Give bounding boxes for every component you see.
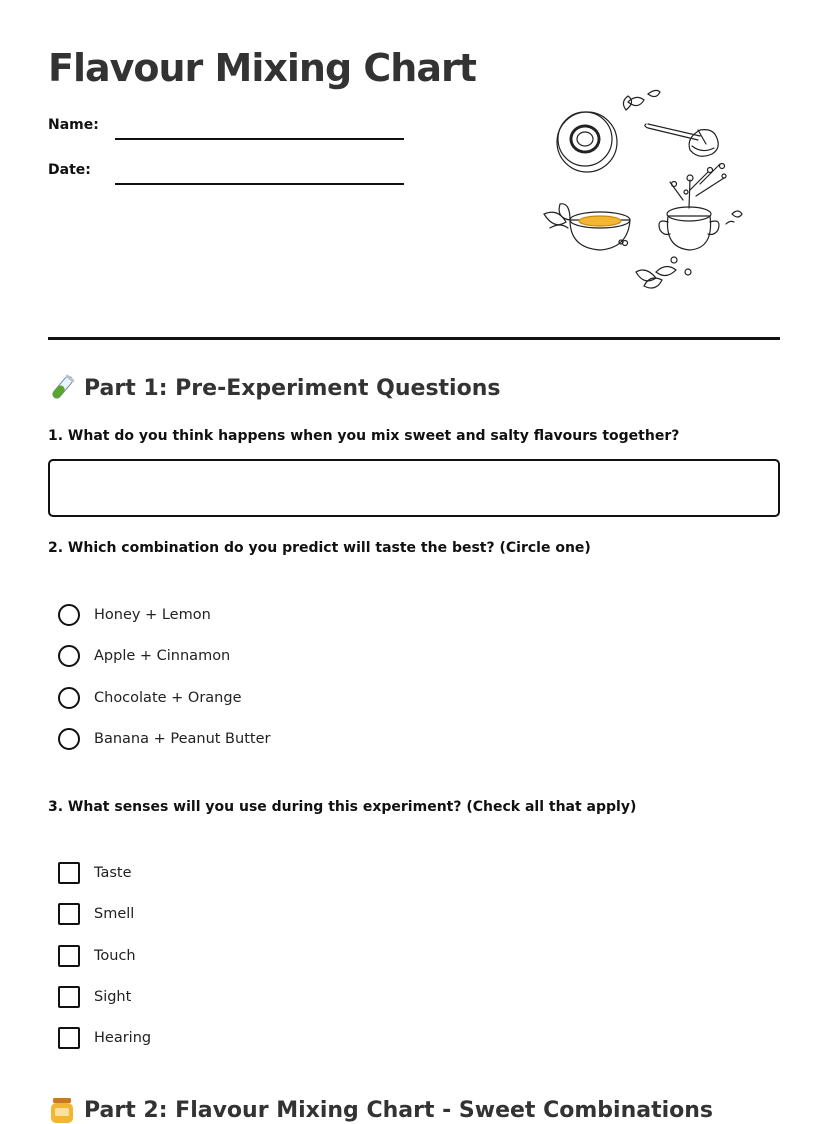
herb-pot-icon <box>659 164 742 251</box>
name-field[interactable] <box>115 138 404 140</box>
section-divider <box>48 337 780 340</box>
bowl-of-honey-icon <box>544 204 630 250</box>
question-3: 3. What senses will you use during this experiment? (Check all that apply) <box>48 799 637 815</box>
q2-option[interactable] <box>58 644 230 668</box>
q2-option[interactable] <box>58 686 242 710</box>
checkbox[interactable] <box>58 1027 80 1049</box>
checkbox[interactable] <box>58 986 80 1008</box>
q3-option-label: Taste <box>94 865 132 881</box>
q3-option-label: Smell <box>94 906 135 922</box>
honey-jar-icon <box>48 1096 76 1124</box>
radio-circle[interactable] <box>58 687 80 709</box>
date-field[interactable] <box>115 183 404 185</box>
worksheet-page <box>48 0 780 1123</box>
q3-option[interactable] <box>58 861 132 885</box>
q3-option[interactable] <box>58 1026 151 1050</box>
q3-option-label: Hearing <box>94 1030 152 1046</box>
flower-icon <box>636 257 691 288</box>
checkbox[interactable] <box>58 862 80 884</box>
radio-circle[interactable] <box>58 604 80 626</box>
q2-option-label: Banana + Peanut Butter <box>94 731 271 747</box>
q3-option-label: Sight <box>94 989 132 1005</box>
q2-option[interactable] <box>58 603 211 627</box>
honey-dipper-icon <box>645 124 718 156</box>
q3-option-label: Touch <box>94 948 136 964</box>
name-label: Name: <box>48 117 99 133</box>
q2-option-label: Chocolate + Orange <box>94 690 242 706</box>
question-2: 2. Which combination do you predict will taste the best? (Circle one) <box>48 540 591 556</box>
radio-circle[interactable] <box>58 645 80 667</box>
leaf-icon <box>623 90 660 110</box>
q2-option[interactable] <box>58 727 270 751</box>
part2-heading <box>48 1096 713 1124</box>
kiwi-slice-icon <box>557 112 617 172</box>
part2-heading-text: Part 2: Flavour Mixing Chart - Sweet Combinations <box>84 1097 714 1123</box>
checkbox[interactable] <box>58 945 80 967</box>
flavour-illustration <box>540 80 750 295</box>
question-1-answer-box[interactable] <box>48 459 780 517</box>
date-label: Date: <box>48 162 91 178</box>
radio-circle[interactable] <box>58 728 80 750</box>
part1-heading-text: Part 1: Pre-Experiment Questions <box>84 375 501 401</box>
question-1: 1. What do you think happens when you mix sweet and salty flavours together? <box>48 428 680 444</box>
q3-option[interactable] <box>58 985 131 1009</box>
checkbox[interactable] <box>58 903 80 925</box>
test-tube-icon <box>48 374 76 402</box>
q3-option[interactable] <box>58 944 136 968</box>
page-title: Flavour Mixing Chart <box>48 46 476 90</box>
q2-option-label: Apple + Cinnamon <box>94 648 231 664</box>
part1-heading <box>48 374 500 402</box>
q3-option[interactable] <box>58 902 134 926</box>
q2-option-label: Honey + Lemon <box>94 607 211 623</box>
